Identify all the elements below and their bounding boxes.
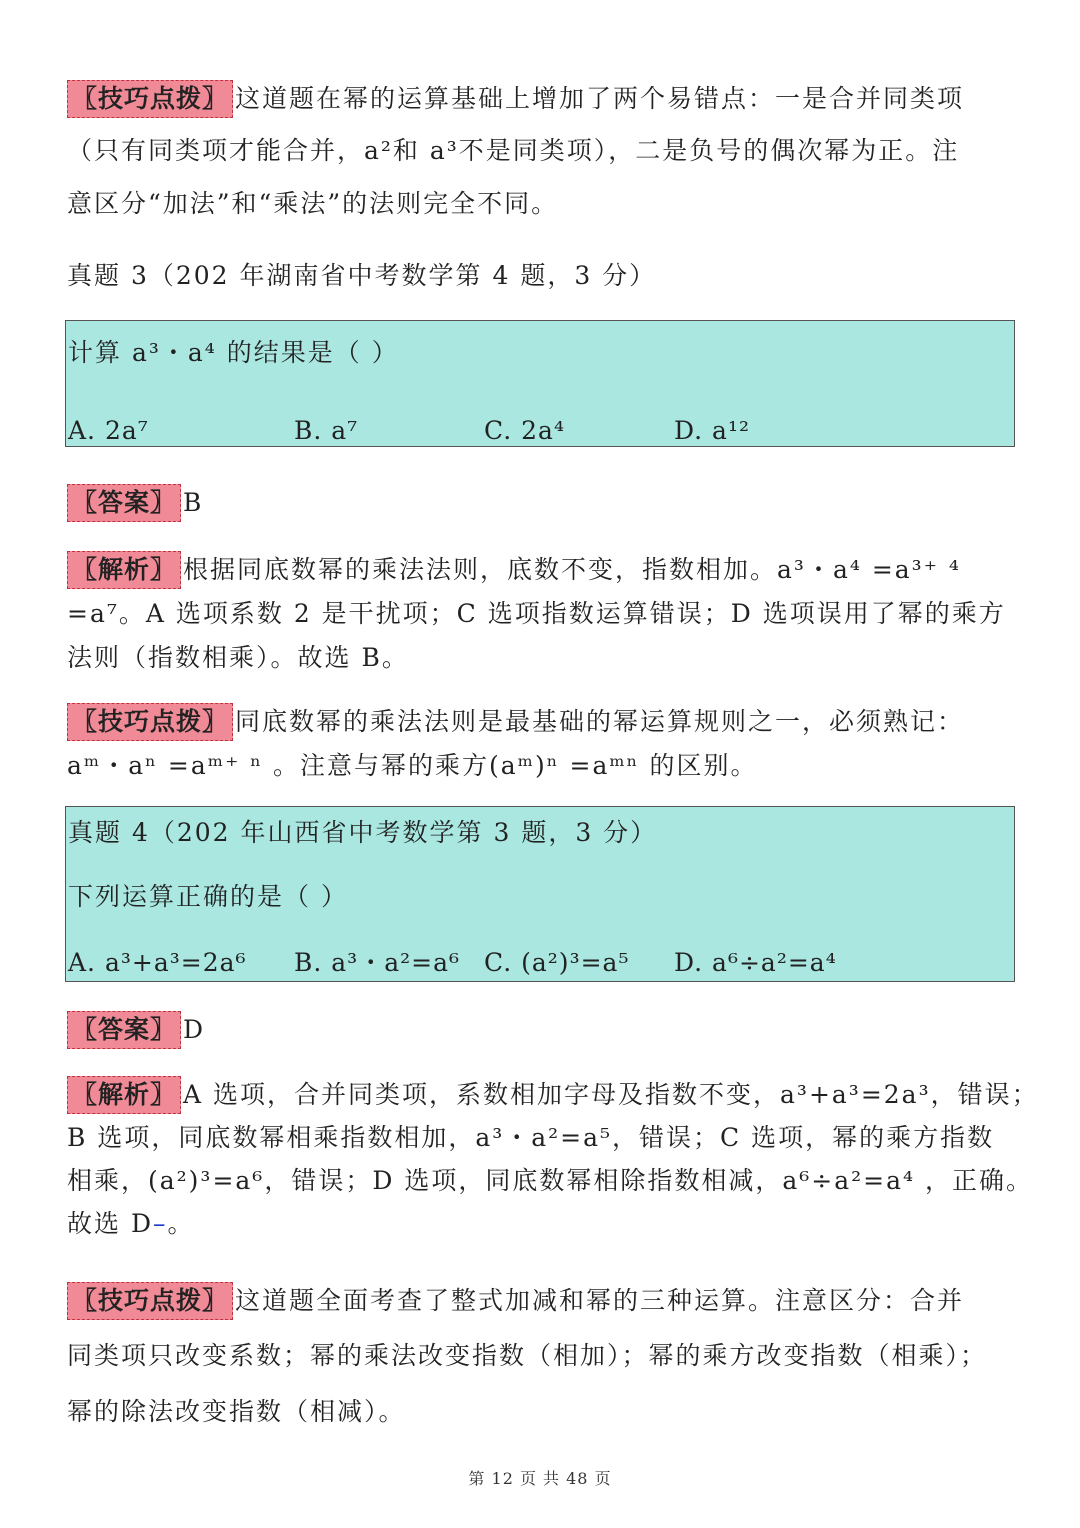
question-3-stem: 计算 a³・a⁴ 的结果是（ ） xyxy=(68,338,399,367)
q4-answer: 〖答案〗 D xyxy=(67,1011,205,1049)
q3-option-a: A. 2a⁷ xyxy=(68,416,149,445)
q4-tip-line-2: 同类项只改变系数；幂的乘法改变指数（相加）；幂的乘方改变指数（相乘）； xyxy=(67,1341,988,1370)
blue-dash: – xyxy=(153,1209,168,1238)
q3-analysis-line-1: 〖解析〗 根据同底数幂的乘法法则，底数不变，指数相加。a³・a⁴ =a³⁺ ⁴ xyxy=(67,551,961,589)
q3-option-c: C. 2a⁴ xyxy=(484,416,565,445)
tip-tag: 〖技巧点拨〗 xyxy=(67,1282,233,1320)
q4-analysis-line-1: 〖解析〗 A 选项，合并同类项，系数相加字母及指数不变，a³+a³=2a³，错误； xyxy=(67,1076,1039,1114)
question-4-box xyxy=(65,806,1015,982)
q4-option-b: B. a³・a²=a⁶ xyxy=(294,948,460,977)
q4-tip-line-1: 〖技巧点拨〗 这道题全面考查了整式加减和幂的三种运算。注意区分：合并 xyxy=(67,1282,964,1320)
q3-option-d: D. a¹² xyxy=(674,416,750,445)
q3-answer: 〖答案〗 B xyxy=(67,484,203,522)
tip-tag: 〖技巧点拨〗 xyxy=(67,703,233,741)
question-4-stem: 下列运算正确的是（ ） xyxy=(68,882,348,911)
q3-analysis-line-3: 法则（指数相乘）。故选 B。 xyxy=(67,643,409,672)
q3-tip-line-1: 〖技巧点拨〗 同底数幂的乘法法则是最基础的幂运算规则之一，必须熟记： xyxy=(67,703,964,741)
analysis-tag: 〖解析〗 xyxy=(67,1076,181,1114)
q3-tip-line-2: aᵐ・aⁿ =aᵐ⁺ ⁿ 。注意与幂的乘方(aᵐ)ⁿ =aᵐⁿ 的区别。 xyxy=(67,751,758,780)
q4-option-a: A. a³+a³=2a⁶ xyxy=(68,948,247,977)
tip-line-1: 〖技巧点拨〗 这道题在幂的运算基础上增加了两个易错点：一是合并同类项 xyxy=(67,80,964,118)
answer-tag: 〖答案〗 xyxy=(67,484,181,522)
q4-analysis-line-2: B 选项，同底数幂相乘指数相加，a³・a²=a⁵，错误；C 选项，幂的乘方指数 xyxy=(67,1123,995,1152)
q4-option-d: D. a⁶÷a²=a⁴ xyxy=(674,948,837,977)
q4-option-c: C. (a²)³=a⁵ xyxy=(484,948,630,977)
q4-tip-line-3: 幂的除法改变指数（相减）。 xyxy=(67,1397,406,1426)
q4-analysis-line-3: 相乘，(a²)³=a⁶，错误；D 选项，同底数幂相除指数相减，a⁶÷a²=a⁴ ，正确。 xyxy=(67,1166,1033,1195)
question-4-title: 真题 4（202 年山西省中考数学第 3 题，3 分） xyxy=(68,818,658,847)
q3-analysis-line-2: =a⁷。A 选项系数 2 是干扰项；C 选项指数运算错误；D 选项误用了幂的乘方 xyxy=(67,599,1006,628)
tip-line-2: （只有同类项才能合并，a²和 a³不是同类项），二是负号的偶次幂为正。注 xyxy=(67,136,960,165)
q3-option-b: B. a⁷ xyxy=(294,416,359,445)
page-footer: 第 12 页 共 48 页 xyxy=(468,1469,612,1488)
analysis-tag: 〖解析〗 xyxy=(67,551,181,589)
q4-analysis-line-4: 故选 D–。 xyxy=(67,1209,195,1238)
question-3-box xyxy=(65,320,1015,447)
tip-line-3: 意区分“加法”和“乘法”的法则完全不同。 xyxy=(67,189,559,218)
question-3-title: 真题 3（202 年湖南省中考数学第 4 题，3 分） xyxy=(67,261,657,290)
tip-tag: 〖技巧点拨〗 xyxy=(67,80,233,118)
answer-tag: 〖答案〗 xyxy=(67,1011,181,1049)
